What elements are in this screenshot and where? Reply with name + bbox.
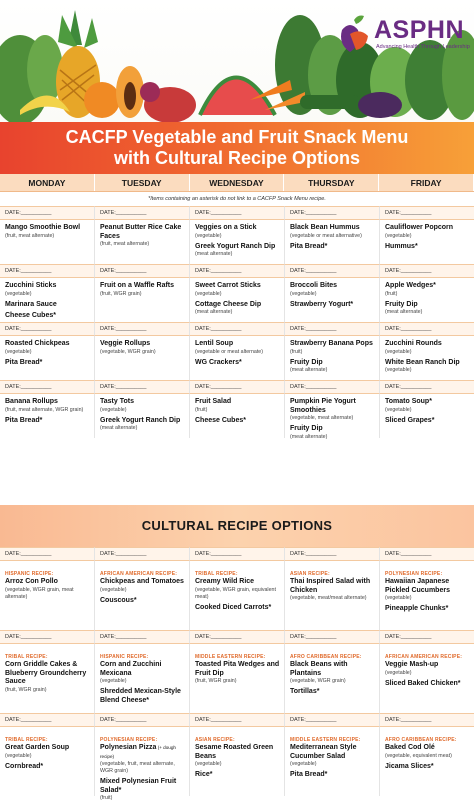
- menu-item-component: (vegetable): [385, 367, 412, 374]
- date-row: [0, 264, 474, 278]
- date-field: DATE:__________: [95, 380, 190, 394]
- cultural-cell: [0, 644, 95, 713]
- day-header-tuesday: TUESDAY: [95, 174, 190, 191]
- menu-item-name: Cauliflower Popcorn: [385, 224, 454, 231]
- menu-cell: [0, 278, 95, 322]
- menu-item-component: (vegetable): [5, 752, 32, 759]
- date-field: DATE:__________: [0, 713, 95, 727]
- date-field: DATE:__________: [0, 380, 95, 394]
- menu-item-component: (fruit, meat alternate): [5, 232, 55, 239]
- date-field: DATE:__________: [190, 713, 285, 727]
- menu-item-component: (vegetable): [5, 348, 32, 355]
- recipe-category: ASIAN RECIPE:: [290, 571, 330, 577]
- menu-item-name: Hawaiian Japanese Pickled Cucumbers: [385, 578, 450, 594]
- cultural-row: [0, 644, 474, 713]
- menu-item-component: (meat alternate): [385, 309, 423, 316]
- cultural-cell: [190, 561, 285, 630]
- menu-cell: [190, 336, 285, 380]
- menu-item-component: (fruit, meat alternate): [100, 241, 150, 248]
- title-line-1: CACFP Vegetable and Fruit Snack Menu: [65, 127, 409, 147]
- menu-item-name: Mixed Polynesian Fruit Salad*: [100, 778, 177, 794]
- cultural-cell: [190, 644, 285, 713]
- menu-cell: [285, 278, 380, 322]
- menu-item-name: Black Bean Hummus: [290, 224, 360, 231]
- menu-item-name: Apple Wedges*: [385, 282, 436, 289]
- menu-item-name: Pita Bread*: [5, 416, 43, 424]
- cultural-section-header: [0, 505, 474, 547]
- date-field: DATE:__________: [190, 322, 285, 336]
- cultural-cell: [95, 644, 190, 713]
- menu-item-name: Corn Griddle Cakes & Blueberry Groundcherry Sauce: [5, 661, 87, 686]
- menu-item-name: Tasty Tots: [100, 398, 134, 405]
- menu-item-name: Fruit Salad: [195, 398, 232, 405]
- cultural-cell: [95, 561, 190, 630]
- menu-cell: [285, 394, 380, 438]
- menu-cell: [95, 278, 190, 322]
- menu-item-name: Chickpeas and Tomatoes: [100, 578, 184, 585]
- date-field: DATE:__________: [95, 322, 190, 336]
- menu-item-name: Tomato Soup*: [385, 398, 432, 405]
- menu-item-name: Greek Yogurt Ranch Dip: [100, 416, 181, 424]
- menu-item-name: Arroz Con Pollo: [5, 578, 58, 585]
- menu-item-component: (fruit, WGR grain): [195, 678, 237, 685]
- menu-item-component: (vegetable): [385, 406, 412, 413]
- menu-item-component: (vegetable or meat alternative): [290, 232, 362, 239]
- menu-item-component: (vegetable): [290, 761, 317, 768]
- recipe-category: AFRICAN AMERICAN RECIPE:: [100, 571, 178, 577]
- menu-item-component: (vegetable): [195, 761, 222, 768]
- menu-item-component: (fruit, meat alternate, WGR grain): [5, 406, 84, 413]
- menu-cell: [380, 278, 474, 322]
- menu-item-name: Fruity Dip: [385, 300, 418, 308]
- menu-item-component: (vegetable, meat alternate): [290, 415, 354, 422]
- date-row: [0, 547, 474, 561]
- date-field: DATE:__________: [0, 630, 95, 644]
- date-field: DATE:__________: [285, 713, 380, 727]
- menu-item-name: Fruit on a Waffle Rafts: [100, 282, 175, 289]
- date-field: DATE:__________: [285, 547, 380, 561]
- menu-item-component: (vegetable): [100, 406, 127, 413]
- menu-item-name: White Bean Ranch Dip: [385, 358, 460, 366]
- asphn-logo: [336, 14, 470, 60]
- menu-item-name: Sliced Baked Chicken*: [385, 679, 461, 687]
- title-line-2: with Cultural Recipe Options: [113, 148, 360, 168]
- date-field: DATE:__________: [380, 206, 474, 220]
- day-header-row: [0, 174, 474, 192]
- date-field: DATE:__________: [380, 713, 474, 727]
- menu-item-component: (fruit): [195, 406, 208, 413]
- menu-item-component: (vegetable): [100, 586, 127, 593]
- date-field: DATE:__________: [95, 206, 190, 220]
- menu-item-name: Roasted Chickpeas: [5, 340, 70, 347]
- menu-item-name: Cooked Diced Carrots*: [195, 603, 272, 611]
- date-field: DATE:__________: [0, 206, 95, 220]
- menu-item-name: Pita Bread*: [5, 358, 43, 366]
- date-field: DATE:__________: [0, 322, 95, 336]
- menu-item-name: Rice*: [195, 771, 213, 779]
- menu-item-component: (vegetable, WGR grain): [100, 348, 156, 355]
- date-field: DATE:__________: [380, 264, 474, 278]
- cultural-cell: [285, 644, 380, 713]
- cultural-cell: [285, 561, 380, 630]
- recipe-category: AFRICAN AMERICAN RECIPE:: [385, 654, 463, 660]
- menu-cell: [190, 394, 285, 438]
- menu-item-name: Great Garden Soup: [5, 744, 70, 751]
- menu-item-component: (meat alternate): [290, 367, 328, 374]
- menu-item-name: Cheese Cubes*: [5, 312, 56, 320]
- asterisk-note: *Items containing an asterisk do not link to a CACFP Snack Menu recipe.: [148, 196, 326, 202]
- menu-item-name: Pita Bread*: [290, 242, 328, 250]
- menu-cell: [95, 394, 190, 438]
- cultural-cell: [0, 561, 95, 630]
- date-field: DATE:__________: [380, 380, 474, 394]
- date-field: DATE:__________: [190, 547, 285, 561]
- menu-item-name: Sliced Grapes*: [385, 416, 435, 424]
- menu-item-name: Veggies on a Stick: [195, 224, 257, 231]
- date-field: DATE:__________: [285, 322, 380, 336]
- date-row: [0, 322, 474, 336]
- recipe-category: MIDDLE EASTERN RECIPE:: [290, 737, 361, 743]
- cultural-cell: [95, 727, 190, 802]
- menu-item-component: (meat alternate): [195, 309, 233, 316]
- date-field: DATE:__________: [0, 264, 95, 278]
- menu-item-name: Marinara Sauce: [5, 300, 57, 308]
- date-field: DATE:__________: [285, 206, 380, 220]
- menu-item-component: (vegetable, WGR grain): [290, 678, 346, 685]
- day-header-wednesday: WEDNESDAY: [190, 174, 285, 191]
- cultural-cell: [380, 644, 474, 713]
- cultural-cell: [190, 727, 285, 796]
- cultural-section-title: CULTURAL RECIPE OPTIONS: [141, 518, 333, 533]
- menu-item-component: (vegetable, WGR grain, equivalent meat): [195, 586, 276, 600]
- date-field: DATE:__________: [190, 380, 285, 394]
- menu-item-component: (vegetable or meat alternate): [195, 348, 264, 355]
- recipe-category: POLYNESIAN RECIPE:: [385, 571, 443, 577]
- recipe-category: ASIAN RECIPE:: [195, 737, 235, 743]
- menu-item-name: Couscous*: [100, 596, 137, 604]
- menu-item-name: Zucchini Rounds: [385, 340, 442, 347]
- menu-item-component: (vegetable, WGR grain, meat alternate): [5, 586, 74, 600]
- menu-item-name: Fruity Dip: [290, 358, 323, 366]
- menu-item-name: Sesame Roasted Green Beans: [195, 744, 274, 760]
- menu-item-name: Veggie Mash-up: [385, 661, 439, 668]
- menu-cell: [0, 394, 95, 438]
- menu-cell: [0, 336, 95, 380]
- menu-item-name: Corn and Zucchini Mexicana: [100, 661, 162, 677]
- date-field: DATE:__________: [190, 264, 285, 278]
- page-title: [0, 122, 474, 174]
- cultural-row: [0, 561, 474, 630]
- menu-item-component: (fruit, WGR grain): [100, 290, 142, 297]
- date-field: DATE:__________: [95, 264, 190, 278]
- menu-item-name: Jicama Slices*: [385, 762, 434, 770]
- menu-item-name: Hummus*: [385, 242, 418, 250]
- menu-item-component: (vegetable, fruit, meat alternate, WGR grain): [100, 761, 175, 775]
- date-field: DATE:__________: [380, 630, 474, 644]
- date-field: DATE:__________: [285, 630, 380, 644]
- menu-cell: [380, 394, 474, 438]
- menu-item-name: Cottage Cheese Dip: [195, 300, 262, 308]
- menu-item-component: (meat alternate): [100, 425, 138, 432]
- menu-item-component: (vegetable): [195, 232, 222, 239]
- date-row: [0, 713, 474, 727]
- recipe-category: HISPANIC RECIPE:: [100, 654, 149, 660]
- menu-item-name: Zucchini Sticks: [5, 282, 57, 289]
- menu-cell: [380, 220, 474, 264]
- menu-cell: [285, 220, 380, 264]
- menu-cell: [190, 278, 285, 322]
- menu-cell: [95, 336, 190, 380]
- menu-item-component: (vegetable): [385, 595, 412, 602]
- menu-item-name: Mediterranean Style Cucumber Salad: [290, 744, 357, 760]
- menu-cell: [285, 336, 380, 380]
- recipe-category: MIDDLE EASTERN RECIPE:: [195, 654, 266, 660]
- cultural-menu-grid: [0, 547, 474, 802]
- produce-logo-icon: [336, 14, 372, 54]
- menu-item-name: Baked Cod Olé: [385, 744, 435, 751]
- menu-item-name: Veggie Rollups: [100, 340, 151, 347]
- menu-item-name: Polynesian Pizza (+ dough recipe): [100, 744, 176, 759]
- menu-item-name: Toasted Pita Wedges and Fruit Dip: [195, 661, 280, 677]
- menu-item-name: Lentil Soup: [195, 340, 234, 347]
- menu-cell: [95, 220, 190, 264]
- menu-item-component: (fruit, WGR grain): [5, 686, 47, 693]
- menu-item-name: Cornbread*: [5, 762, 44, 770]
- menu-cell: [0, 220, 95, 264]
- menu-item-name: Fruity Dip: [290, 425, 323, 433]
- date-field: DATE:__________: [190, 630, 285, 644]
- date-field: DATE:__________: [285, 380, 380, 394]
- date-field: DATE:__________: [95, 547, 190, 561]
- date-row: [0, 380, 474, 394]
- menu-row: [0, 220, 474, 264]
- menu-item-component: (meat alternate): [195, 251, 233, 258]
- menu-item-component: (vegetable): [100, 678, 127, 685]
- menu-cell: [380, 336, 474, 380]
- menu-item-component: (fruit): [290, 348, 303, 355]
- recipe-category: AFRO CARIBBEAN RECIPE:: [290, 654, 362, 660]
- date-field: DATE:__________: [285, 264, 380, 278]
- cultural-cell: [285, 727, 380, 796]
- menu-item-component: (fruit): [100, 795, 113, 802]
- recipe-category: AFRO CARIBBEAN RECIPE:: [385, 737, 457, 743]
- menu-item-component: (vegetable, equivalent meat): [385, 752, 452, 759]
- menu-item-name: Strawberry Banana Pops: [290, 340, 373, 347]
- cultural-cell: [380, 727, 474, 796]
- menu-item-name: Creamy Wild Rice: [195, 578, 255, 585]
- menu-item-component: (vegetable, meat/meat alternate): [290, 595, 367, 602]
- menu-item-name: Pita Bread*: [290, 771, 328, 779]
- date-field: DATE:__________: [95, 713, 190, 727]
- menu-row: [0, 336, 474, 380]
- asphn-logo-text: ASPHN: [374, 16, 465, 44]
- day-header-thursday: THURSDAY: [284, 174, 379, 191]
- produce-banner: [0, 0, 474, 122]
- date-row: [0, 206, 474, 220]
- date-row: [0, 630, 474, 644]
- recipe-category: POLYNESIAN RECIPE:: [100, 737, 158, 743]
- menu-cell: [190, 220, 285, 264]
- recipe-category: TRIBAL RECIPE:: [5, 654, 48, 660]
- menu-item-name: WG Crackers*: [195, 358, 242, 366]
- menu-item-name: Pineapple Chunks*: [385, 605, 449, 613]
- menu-item-name: Mango Smoothie Bowl: [5, 224, 81, 231]
- menu-item-component: (meat alternate): [290, 433, 328, 440]
- recipe-category: TRIBAL RECIPE:: [5, 737, 48, 743]
- menu-item-component: (vegetable): [195, 290, 222, 297]
- menu-item-name: Pumpkin Pie Yogurt Smoothies: [290, 398, 356, 414]
- recipe-category: HISPANIC RECIPE:: [5, 571, 54, 577]
- snack-menu-grid: [0, 206, 474, 438]
- cultural-cell: [380, 561, 474, 630]
- menu-item-component: (vegetable): [290, 290, 317, 297]
- date-field: DATE:__________: [380, 322, 474, 336]
- menu-item-name: Thai Inspired Salad with Chicken: [290, 578, 371, 594]
- menu-item-name: Broccoli Bites: [290, 282, 338, 289]
- menu-item-name: Peanut Butter Rice Cake Faces: [100, 224, 182, 240]
- menu-item-component: (vegetable): [385, 348, 412, 355]
- recipe-category: TRIBAL RECIPE:: [195, 571, 238, 577]
- day-header-friday: FRIDAY: [379, 174, 474, 191]
- menu-row: [0, 278, 474, 322]
- dough-recipe-note: (+ dough recipe): [100, 745, 176, 759]
- menu-item-name: Strawberry Yogurt*: [290, 300, 354, 308]
- menu-item-name: Banana Rollups: [5, 398, 58, 405]
- cultural-cell: [0, 727, 95, 796]
- menu-item-component: (vegetable): [385, 669, 412, 676]
- date-field: DATE:__________: [380, 547, 474, 561]
- date-field: DATE:__________: [0, 547, 95, 561]
- menu-item-name: Cheese Cubes*: [195, 416, 246, 424]
- menu-item-name: Greek Yogurt Ranch Dip: [195, 242, 276, 250]
- menu-item-name: Tortillas*: [290, 688, 320, 696]
- cultural-row: [0, 727, 474, 802]
- menu-item-component: (vegetable): [385, 232, 412, 239]
- menu-item-component: (vegetable): [5, 290, 32, 297]
- date-field: DATE:__________: [190, 206, 285, 220]
- day-header-monday: MONDAY: [0, 174, 95, 191]
- asphn-tagline: Advancing Health Through Leadership: [376, 44, 470, 50]
- menu-item-name: Black Beans with Plantains: [290, 661, 348, 677]
- menu-item-name: Shredded Mexican-Style Blend Cheese*: [100, 688, 181, 704]
- menu-item-name: Sweet Carrot Sticks: [195, 282, 261, 289]
- menu-row: [0, 394, 474, 438]
- date-field: DATE:__________: [95, 630, 190, 644]
- menu-item-component: (fruit): [385, 290, 398, 297]
